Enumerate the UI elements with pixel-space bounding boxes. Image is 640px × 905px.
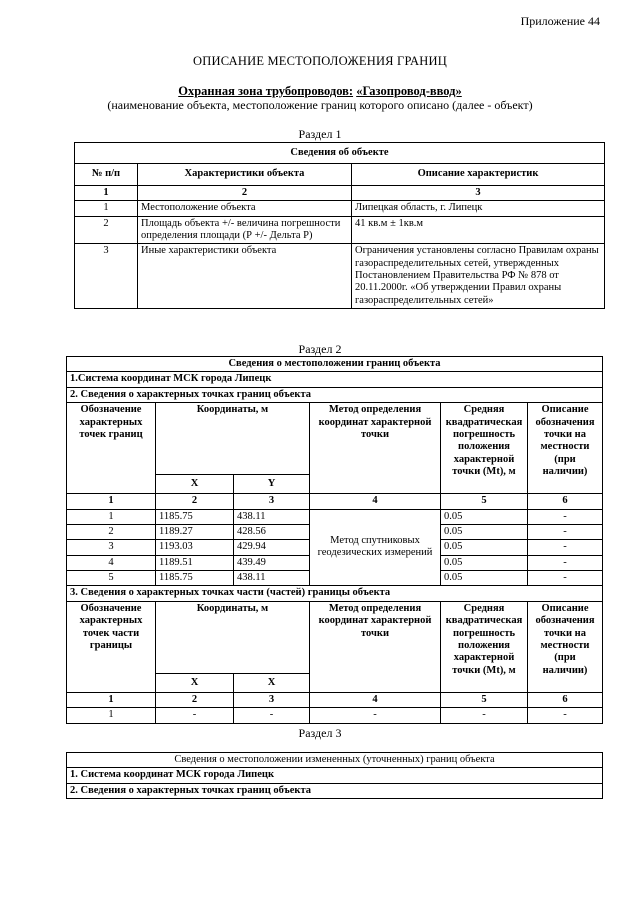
coordinate-system: 1. Система координат МСК города Липецк (67, 768, 603, 783)
column-header: Средняя квадратическая погрешность положения характерной точки (Mt), м (441, 601, 528, 692)
column-number: 6 (528, 494, 603, 509)
table-row (75, 201, 605, 216)
column-number: 3 (352, 185, 605, 200)
point-number: 1 (67, 708, 156, 723)
column-number: 3 (234, 692, 310, 707)
point-description: - (528, 540, 603, 555)
point-description: - (528, 509, 603, 524)
column-header: Описание обозначения точки на местности (при наличии) (528, 601, 603, 692)
mean-error: 0.05 (441, 540, 528, 555)
column-number: 5 (441, 494, 528, 509)
section3-header: Сведения о местоположении измененных (уточненных) границ объекта (67, 753, 603, 768)
coord-x: 1185.75 (156, 509, 234, 524)
column-header: X (156, 475, 234, 494)
description: Липецкая область, г. Липецк (352, 201, 605, 216)
characteristic: Площадь объекта +/- величина погрешности определения площади (Р +/- Дельта Р) (138, 216, 352, 244)
table-row (75, 216, 605, 244)
column-number: 2 (156, 692, 234, 707)
section3-table (66, 752, 603, 799)
coord-x: 1189.51 (156, 555, 234, 570)
column-number: 1 (75, 185, 138, 200)
section2-table (66, 356, 603, 724)
column-number: 4 (310, 692, 441, 707)
coord-x: - (156, 708, 234, 723)
point-number: 3 (67, 540, 156, 555)
characteristic: Иные характеристики объекта (138, 244, 352, 309)
points-title: 2. Сведения о характерных точках границ объекта (67, 387, 603, 402)
object-note: (наименование объекта, местоположение границ которого описано (далее - объект) (107, 98, 533, 112)
point-number: 1 (67, 509, 156, 524)
column-header: Обозначение характерных точек части границы (67, 601, 156, 692)
column-header: X (156, 673, 234, 692)
column-header: Характеристики объекта (138, 164, 352, 185)
coord-x: 1185.75 (156, 571, 234, 586)
column-header: Обозначение характерных точек границ (67, 403, 156, 494)
column-header: Метод определения координат характерной точки (310, 403, 441, 494)
table-row (67, 509, 603, 524)
points-title: 2. Сведения о характерных точках границ объекта (67, 783, 603, 798)
column-header: Координаты, м (156, 403, 310, 475)
row-number: 3 (75, 244, 138, 309)
method: Метод спутниковых геодезических измерений (310, 509, 441, 586)
column-header: Y (234, 475, 310, 494)
mean-error: 0.05 (441, 571, 528, 586)
mean-error: 0.05 (441, 524, 528, 539)
point-number: 4 (67, 555, 156, 570)
point-number: 5 (67, 571, 156, 586)
section1-label: Раздел 1 (298, 127, 342, 141)
coord-x: 1189.27 (156, 524, 234, 539)
section1-table (74, 142, 605, 309)
point-number: 2 (67, 524, 156, 539)
coord-y: 438.11 (234, 571, 310, 586)
column-number: 1 (67, 494, 156, 509)
section3-label: Раздел 3 (298, 726, 342, 740)
column-header: Описание характеристик (352, 164, 605, 185)
parts-title: 3. Сведения о характерных точках части (частей) границы объекта (67, 586, 603, 601)
column-number: 2 (156, 494, 234, 509)
section1-header: Сведения об объекте (75, 143, 605, 164)
column-header: Метод определения координат характерной точки (310, 601, 441, 692)
coord-y: 428.56 (234, 524, 310, 539)
mean-error: 0.05 (441, 509, 528, 524)
column-number: 1 (67, 692, 156, 707)
section2-label: Раздел 2 (298, 342, 342, 356)
column-header: X (234, 673, 310, 692)
point-description: - (528, 571, 603, 586)
document-title: ОПИСАНИЕ МЕСТОПОЛОЖЕНИЯ ГРАНИЦ (193, 54, 447, 68)
coordinate-system: 1.Система координат МСК города Липецк (67, 372, 603, 387)
object-prefix: Охранная зона трубопроводов: (178, 84, 354, 98)
row-number: 2 (75, 216, 138, 244)
point-description: - (528, 708, 603, 723)
row-number: 1 (75, 201, 138, 216)
description: 41 кв.м ± 1кв.м (352, 216, 605, 244)
table-row (75, 244, 605, 309)
coord-x: 1193.03 (156, 540, 234, 555)
object-line (0, 84, 640, 99)
point-description: - (528, 555, 603, 570)
coord-y: 439.49 (234, 555, 310, 570)
mean-error: 0.05 (441, 555, 528, 570)
column-number: 2 (138, 185, 352, 200)
mean-error: - (441, 708, 528, 723)
coord-y: 438.11 (234, 509, 310, 524)
description: Ограничения установлены согласно Правилам охраны газораспределительных сетей, утвержденных Постановлением Правительства РФ № 878 от 20.11.2000г. «Об утверждении Правил охраны газораспределительных сетей» (352, 244, 605, 309)
section2-header: Сведения о местоположении границ объекта (67, 357, 603, 372)
column-header: Описание обозначения точки на местности (при наличии) (528, 403, 603, 494)
method: - (310, 708, 441, 723)
coord-y: 429.94 (234, 540, 310, 555)
table-row (67, 708, 603, 723)
column-header: № п/п (75, 164, 138, 185)
column-number: 5 (441, 692, 528, 707)
column-header: Средняя квадратическая погрешность положения характерной точки (Mt), м (441, 403, 528, 494)
column-number: 6 (528, 692, 603, 707)
point-description: - (528, 524, 603, 539)
column-number: 3 (234, 494, 310, 509)
column-number: 4 (310, 494, 441, 509)
coord-y: - (234, 708, 310, 723)
object-name: «Газопровод-ввод» (356, 84, 462, 98)
characteristic: Местоположение объекта (138, 201, 352, 216)
appendix-number: Приложение 44 (520, 14, 600, 28)
column-header: Координаты, м (156, 601, 310, 673)
